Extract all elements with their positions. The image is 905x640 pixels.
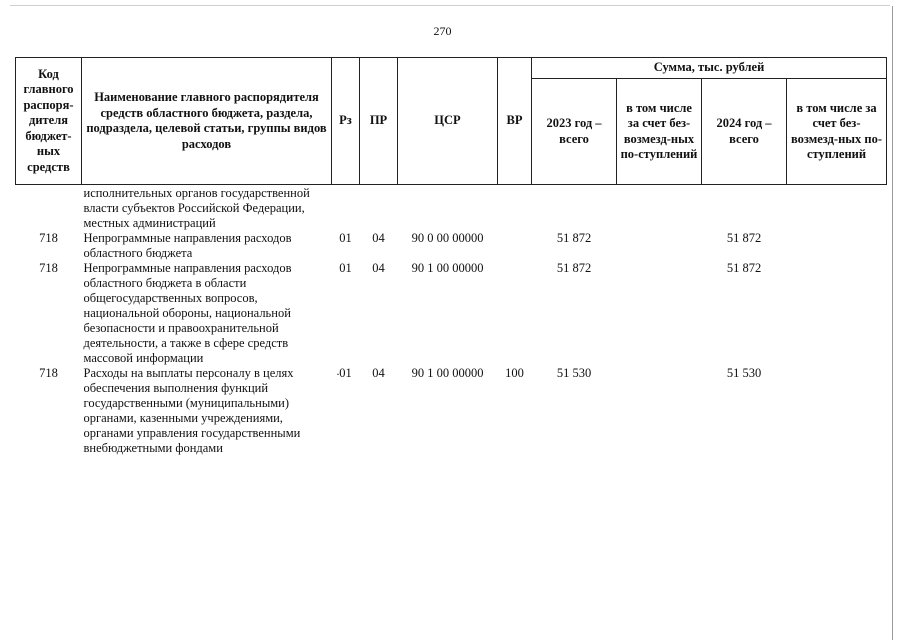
header-name: Наименование главного распорядителя средств областного бюджета, раздела, подраздела, целевой статьи, группы видов расходов xyxy=(82,58,332,185)
cell-pr: 04 xyxy=(372,231,385,245)
cell-vr: 100 xyxy=(505,366,524,380)
cell-csr: 90 1 00 00000 xyxy=(411,261,484,275)
cell-sum-2023 xyxy=(532,185,617,232)
page-top-edge xyxy=(10,5,890,6)
header-sum-2023: 2023 год – всего xyxy=(532,79,617,185)
cell-csr: 90 1 00 00000 xyxy=(411,366,484,380)
cell-pr: 04 xyxy=(372,366,385,380)
header-sum-2024: 2024 год – всего xyxy=(702,79,787,185)
cell-csr xyxy=(398,185,498,232)
cell-incl-2024 xyxy=(787,185,887,232)
cell-code: 718 xyxy=(39,231,58,245)
cell-name: Непрограммные направления расходов областного бюджета в области общегосударственных вопросов, национальной обороны, национальной безопасности и правоохранительной деятельности, а также в сфере средств массовой информации xyxy=(83,261,292,365)
header-csr: ЦСР xyxy=(398,58,498,185)
cell-code: 718 xyxy=(39,366,58,380)
cell-sum-2024: 51 530 xyxy=(726,366,762,380)
cell-sum-2024 xyxy=(702,185,787,232)
table-row xyxy=(16,261,887,366)
cell-incl-2023 xyxy=(617,185,702,232)
cell-sum-2023: 51 872 xyxy=(556,231,592,245)
cell-sum-2024: 51 872 xyxy=(726,261,762,275)
cell-incl-2023 xyxy=(617,261,702,366)
cell-rz: 01 xyxy=(339,261,352,275)
header-rz: Рз xyxy=(332,58,360,185)
page-right-edge xyxy=(892,6,893,640)
cell-sum-2023: 51 530 xyxy=(556,366,592,380)
scan-speck: · xyxy=(336,367,340,381)
header-code: Код главного распоря-дителя бюджет-ных средств xyxy=(16,58,82,185)
cell-sum-2023: 51 872 xyxy=(556,261,592,275)
header-incl-2024: в том числе за счет без-возмезд-ных по-ступлений xyxy=(787,79,887,185)
table-row xyxy=(16,185,887,232)
header-pr: ПР xyxy=(360,58,398,185)
cell-vr xyxy=(498,261,532,366)
cell-incl-2023 xyxy=(617,366,702,456)
cell-code xyxy=(16,185,82,232)
cell-rz: 01 xyxy=(339,231,352,245)
cell-sum-2024: 51 872 xyxy=(726,231,762,245)
cell-csr: 90 0 00 00000 xyxy=(411,231,484,245)
header-vr: ВР xyxy=(498,58,532,185)
table-row xyxy=(16,231,887,261)
cell-incl-2023 xyxy=(617,231,702,261)
table-header xyxy=(16,58,887,185)
page-number: 270 xyxy=(433,24,452,38)
cell-rz: 01 xyxy=(339,366,352,380)
cell-incl-2024 xyxy=(787,231,887,261)
cell-rz xyxy=(332,185,360,232)
cell-vr xyxy=(498,231,532,261)
header-incl-2023: в том числе за счет без-возмезд-ных по-ступлений xyxy=(617,79,702,185)
cell-name: Непрограммные направления расходов областного бюджета xyxy=(83,231,292,260)
cell-incl-2024 xyxy=(787,366,887,456)
table-row xyxy=(16,366,887,456)
budget-table xyxy=(15,57,887,456)
cell-vr xyxy=(498,185,532,232)
cell-pr: 04 xyxy=(372,261,385,275)
cell-incl-2024 xyxy=(787,261,887,366)
table-body xyxy=(16,185,887,457)
cell-pr xyxy=(360,185,398,232)
cell-code: 718 xyxy=(39,261,58,275)
cell-name: исполнительных органов государственной власти субъектов Российской Федерации, местных администраций xyxy=(83,186,310,230)
header-sum-group: Сумма, тыс. рублей xyxy=(532,58,887,79)
cell-name: Расходы на выплаты персоналу в целях обеспечения выполнения функций государственными (муниципальными) органами, казенными учреждениями, органами управления государственными внебюджетными фондами xyxy=(83,366,301,455)
